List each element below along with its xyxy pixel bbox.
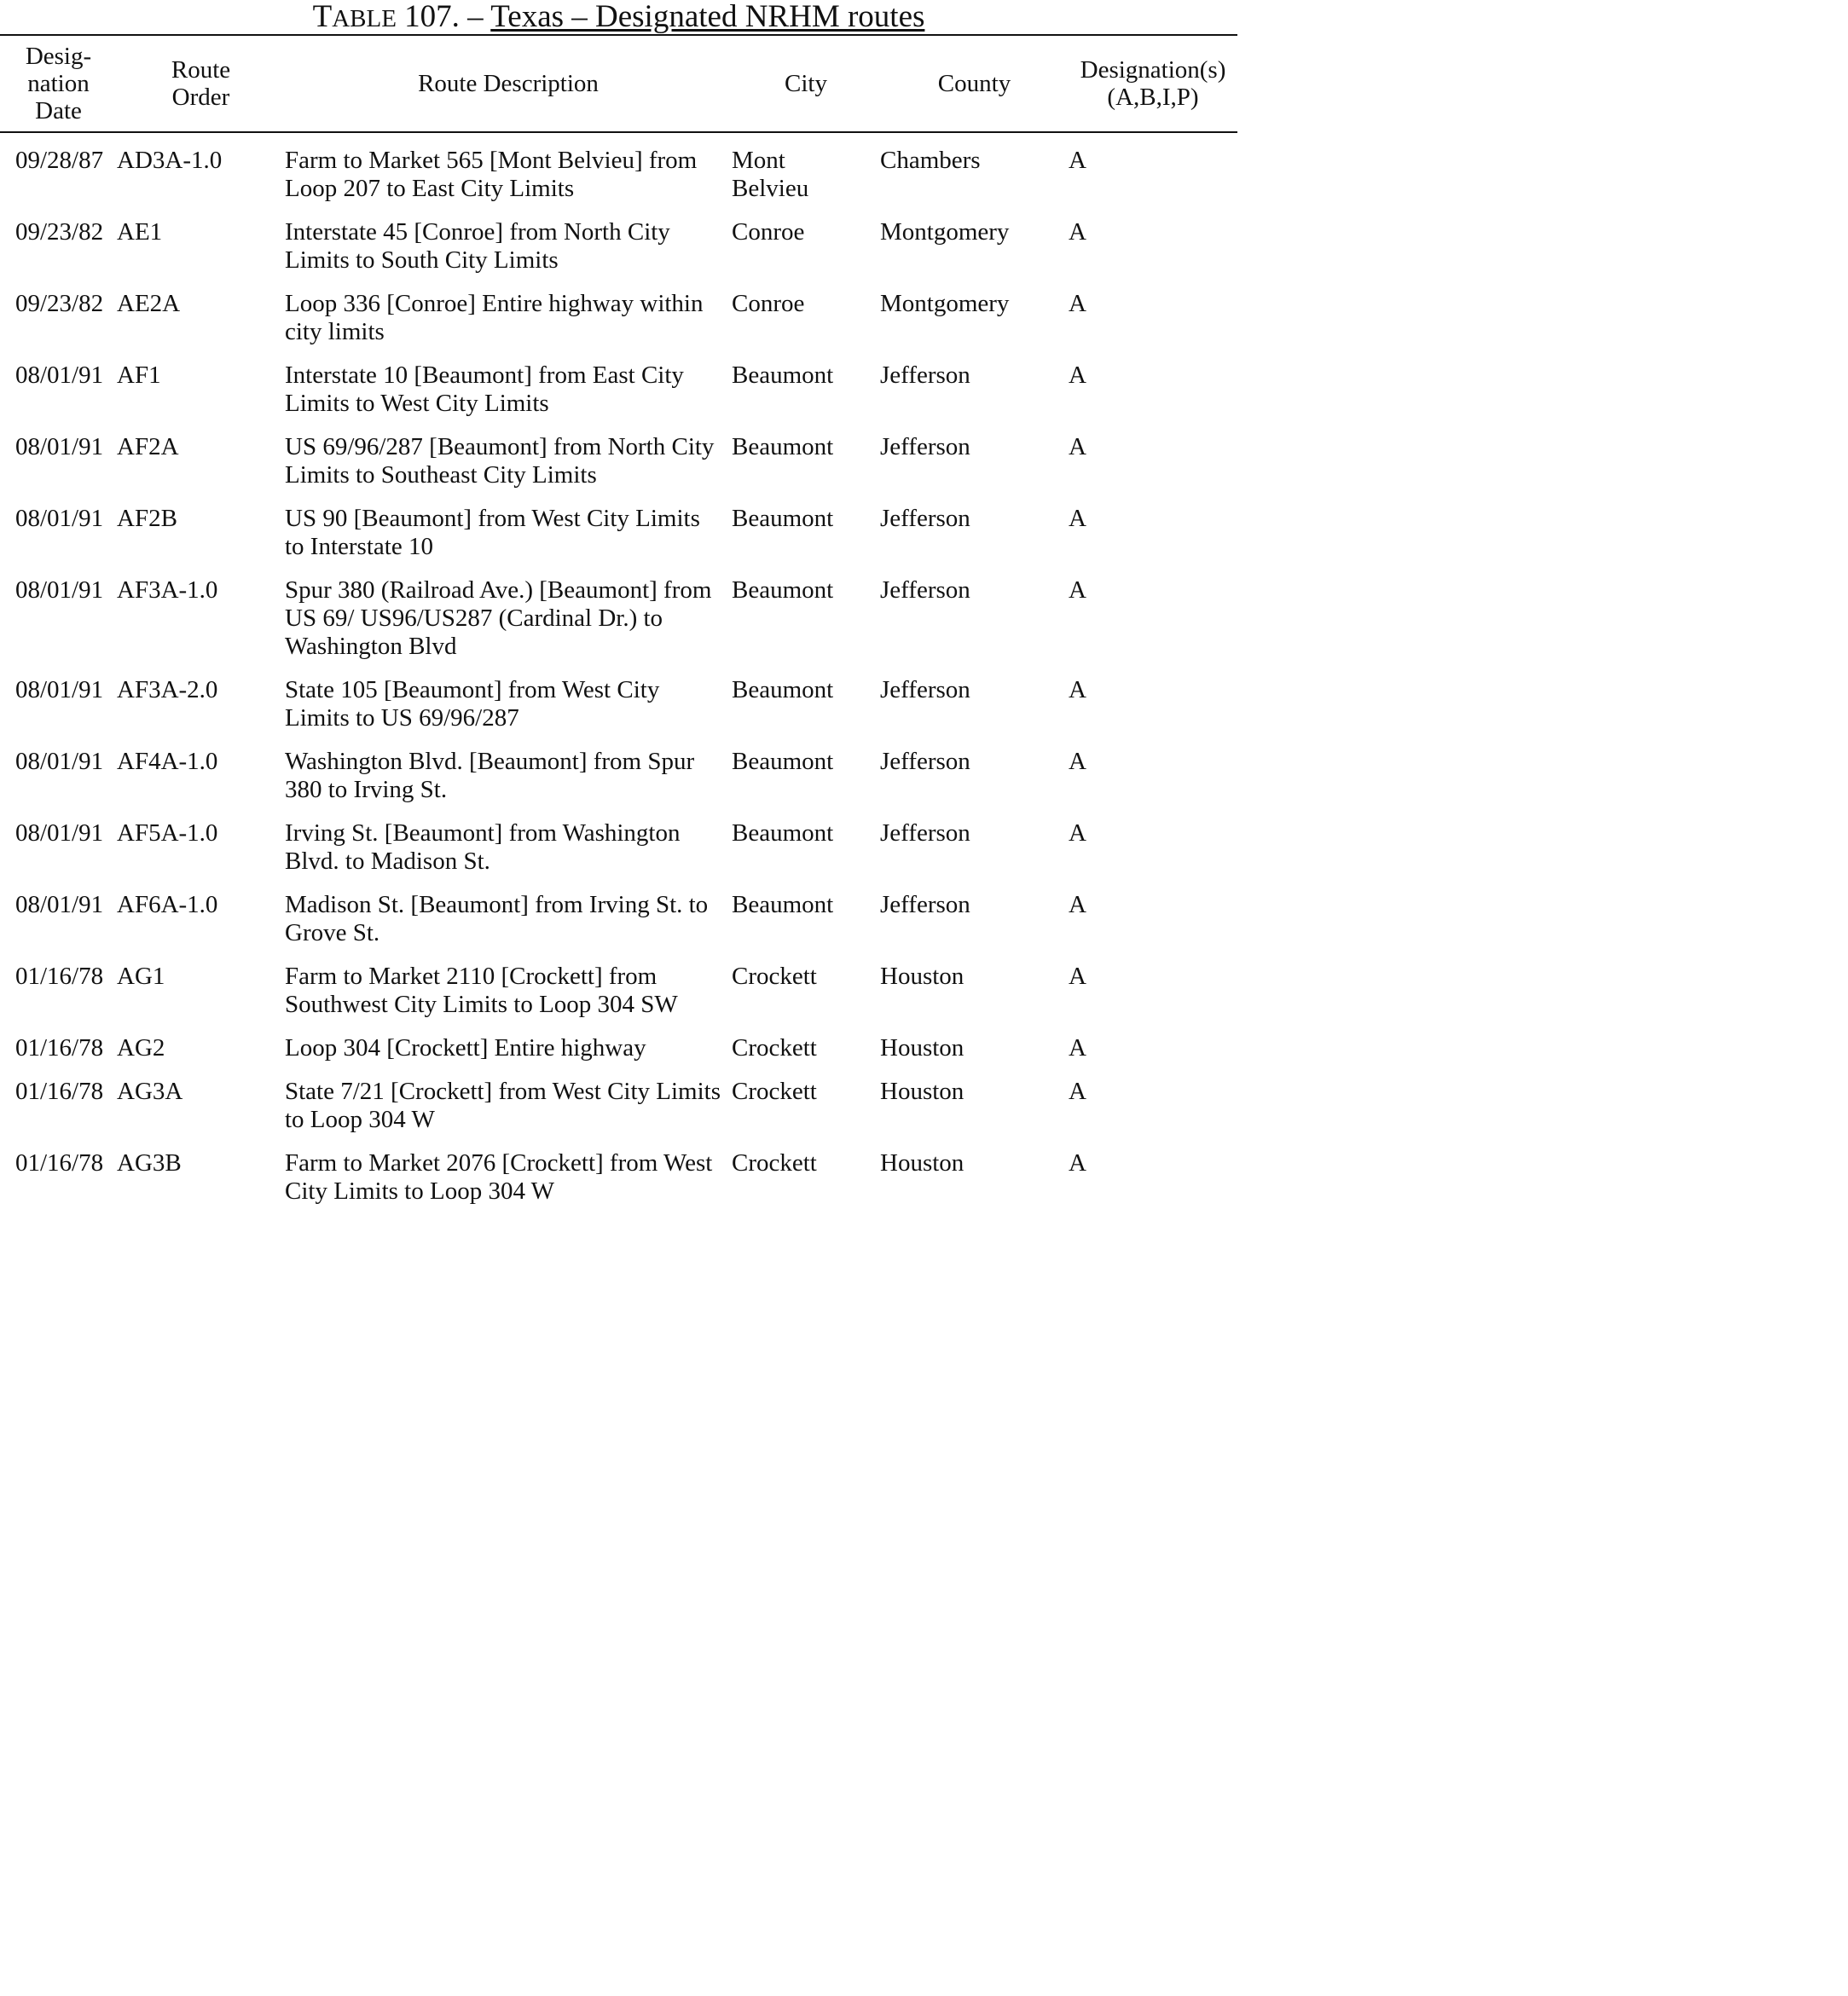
table-body bbox=[0, 131, 1237, 1206]
cell-city: Beaumont bbox=[732, 748, 834, 775]
cell-designation-date: 01/16/78 bbox=[15, 1149, 104, 1177]
cell-designation: A bbox=[1069, 1149, 1086, 1177]
cell-designation: A bbox=[1069, 218, 1086, 246]
col-header-designations: Designation(s) (A,B,I,P) bbox=[1080, 56, 1226, 111]
cell-route-order: AG2 bbox=[117, 1034, 165, 1062]
cell-designation-date: 08/01/91 bbox=[15, 576, 104, 604]
cell-county: Jefferson bbox=[880, 748, 970, 775]
cell-designation: A bbox=[1069, 433, 1086, 460]
caption-table-rest: ABLE bbox=[332, 5, 397, 32]
cell-route-description: Farm to Market 2110 [Crockett] from Southwest City Limits to Loop 304 SW bbox=[285, 963, 678, 1018]
cell-route-order: AG3A bbox=[117, 1078, 183, 1105]
cell-designation: A bbox=[1069, 1078, 1086, 1105]
cell-route-order: AE2A bbox=[117, 290, 181, 317]
table-row bbox=[0, 804, 1237, 876]
cell-city: Beaumont bbox=[732, 505, 834, 532]
cell-city: Crockett bbox=[732, 1078, 817, 1105]
cell-route-description: Farm to Market 565 [Mont Belvieu] from Loop 207 to East City Limits bbox=[285, 147, 698, 202]
cell-designation: A bbox=[1069, 505, 1086, 532]
cell-city: Beaumont bbox=[732, 433, 834, 460]
cell-route-description: Interstate 45 [Conroe] from North City Limits to South City Limits bbox=[285, 218, 670, 274]
table-row bbox=[0, 418, 1237, 489]
cell-route-description: US 69/96/287 [Beaumont] from North City Limits to Southeast City Limits bbox=[285, 433, 715, 489]
cell-designation: A bbox=[1069, 576, 1086, 604]
cell-designation-date: 01/16/78 bbox=[15, 963, 104, 990]
cell-route-order: AE1 bbox=[117, 218, 163, 246]
cell-designation: A bbox=[1069, 891, 1086, 918]
cell-city: Crockett bbox=[732, 1034, 817, 1062]
cell-route-description: Spur 380 (Railroad Ave.) [Beaumont] from US 69/ US96/US287 (Cardinal Dr.) to Washington Blvd bbox=[285, 576, 712, 660]
col-header-city: City bbox=[785, 70, 827, 97]
cell-route-order: AF1 bbox=[117, 362, 161, 389]
table-row bbox=[0, 732, 1237, 804]
cell-designation-date: 09/23/82 bbox=[15, 290, 104, 317]
cell-route-order: AF3A-1.0 bbox=[117, 576, 218, 604]
cell-route-description: Loop 304 [Crockett] Entire highway bbox=[285, 1034, 646, 1062]
col-header-route-order: Route Order bbox=[171, 56, 231, 111]
table-caption bbox=[0, 0, 1237, 36]
cell-county: Jefferson bbox=[880, 819, 970, 847]
cell-route-order: AF2B bbox=[117, 505, 177, 532]
cell-route-description: US 90 [Beaumont] from West City Limits to Interstate 10 bbox=[285, 505, 700, 560]
cell-city: Conroe bbox=[732, 218, 805, 246]
cell-designation-date: 01/16/78 bbox=[15, 1078, 104, 1105]
cell-city: Crockett bbox=[732, 963, 817, 990]
cell-designation: A bbox=[1069, 362, 1086, 389]
cell-designation-date: 08/01/91 bbox=[15, 748, 104, 775]
cell-designation: A bbox=[1069, 290, 1086, 317]
cell-designation-date: 01/16/78 bbox=[15, 1034, 104, 1062]
cell-designation: A bbox=[1069, 963, 1086, 990]
table-row bbox=[0, 1062, 1237, 1134]
cell-route-order: AF5A-1.0 bbox=[117, 819, 218, 847]
cell-designation-date: 08/01/91 bbox=[15, 676, 104, 703]
caption-title: Texas – Designated NRHM routes bbox=[490, 0, 925, 34]
cell-route-description: Irving St. [Beaumont] from Washington Blvd. to Madison St. bbox=[285, 819, 681, 875]
cell-county: Jefferson bbox=[880, 433, 970, 460]
caption-table-number: 107. bbox=[404, 0, 460, 34]
caption-table-initial: T bbox=[312, 0, 333, 34]
col-header-designation-date: Desig- nation Date bbox=[25, 43, 92, 124]
table-row bbox=[0, 661, 1237, 732]
nrhm-routes-table bbox=[0, 36, 1237, 1206]
table-row bbox=[0, 947, 1237, 1019]
cell-city: Conroe bbox=[732, 290, 805, 317]
cell-designation-date: 08/01/91 bbox=[15, 891, 104, 918]
table-row bbox=[0, 1134, 1237, 1206]
cell-route-order: AG1 bbox=[117, 963, 165, 990]
table-row bbox=[0, 203, 1237, 275]
cell-route-description: State 105 [Beaumont] from West City Limits to US 69/96/287 bbox=[285, 676, 660, 732]
cell-designation-date: 08/01/91 bbox=[15, 362, 104, 389]
table-row bbox=[0, 1019, 1237, 1062]
table-row bbox=[0, 561, 1237, 661]
cell-city: Mont Belvieu bbox=[732, 147, 809, 202]
cell-route-description: Interstate 10 [Beaumont] from East City Limits to West City Limits bbox=[285, 362, 684, 417]
cell-designation-date: 08/01/91 bbox=[15, 433, 104, 460]
cell-county: Houston bbox=[880, 963, 965, 990]
cell-designation: A bbox=[1069, 1034, 1086, 1062]
cell-route-description: State 7/21 [Crockett] from West City Limits to Loop 304 W bbox=[285, 1078, 721, 1133]
cell-route-order: AD3A-1.0 bbox=[117, 147, 223, 174]
table-row bbox=[0, 876, 1237, 947]
cell-county: Montgomery bbox=[880, 290, 1010, 317]
table-row bbox=[0, 346, 1237, 418]
cell-route-description: Loop 336 [Conroe] Entire highway within city limits bbox=[285, 290, 704, 345]
cell-county: Jefferson bbox=[880, 676, 970, 703]
cell-route-order: AF4A-1.0 bbox=[117, 748, 218, 775]
cell-county: Jefferson bbox=[880, 891, 970, 918]
cell-county: Houston bbox=[880, 1078, 965, 1105]
cell-designation-date: 08/01/91 bbox=[15, 505, 104, 532]
cell-city: Beaumont bbox=[732, 362, 834, 389]
cell-city: Beaumont bbox=[732, 819, 834, 847]
cell-route-order: AF6A-1.0 bbox=[117, 891, 218, 918]
table-row bbox=[0, 275, 1237, 346]
cell-route-order: AF3A-2.0 bbox=[117, 676, 218, 703]
cell-city: Beaumont bbox=[732, 891, 834, 918]
cell-county: Houston bbox=[880, 1034, 965, 1062]
cell-route-description: Washington Blvd. [Beaumont] from Spur 380 to Irving St. bbox=[285, 748, 695, 803]
cell-county: Montgomery bbox=[880, 218, 1010, 246]
cell-route-order: AF2A bbox=[117, 433, 179, 460]
table-row bbox=[0, 131, 1237, 203]
cell-designation-date: 08/01/91 bbox=[15, 819, 104, 847]
cell-route-order: AG3B bbox=[117, 1149, 182, 1177]
cell-designation-date: 09/23/82 bbox=[15, 218, 104, 246]
cell-designation: A bbox=[1069, 819, 1086, 847]
cell-county: Jefferson bbox=[880, 505, 970, 532]
cell-city: Crockett bbox=[732, 1149, 817, 1177]
cell-designation: A bbox=[1069, 676, 1086, 703]
cell-county: Chambers bbox=[880, 147, 981, 174]
cell-route-description: Farm to Market 2076 [Crockett] from West City Limits to Loop 304 W bbox=[285, 1149, 713, 1205]
cell-city: Beaumont bbox=[732, 576, 834, 604]
cell-city: Beaumont bbox=[732, 676, 834, 703]
col-header-route-description: Route Description bbox=[418, 70, 599, 97]
cell-county: Houston bbox=[880, 1149, 965, 1177]
cell-designation-date: 09/28/87 bbox=[15, 147, 104, 174]
cell-designation: A bbox=[1069, 748, 1086, 775]
table-row bbox=[0, 489, 1237, 561]
table-header-row bbox=[0, 36, 1237, 131]
cell-route-description: Madison St. [Beaumont] from Irving St. to Grove St. bbox=[285, 891, 709, 946]
caption-dash: – bbox=[467, 0, 484, 34]
cell-county: Jefferson bbox=[880, 576, 970, 604]
cell-county: Jefferson bbox=[880, 362, 970, 389]
cell-designation: A bbox=[1069, 147, 1086, 174]
col-header-county: County bbox=[937, 70, 1011, 97]
